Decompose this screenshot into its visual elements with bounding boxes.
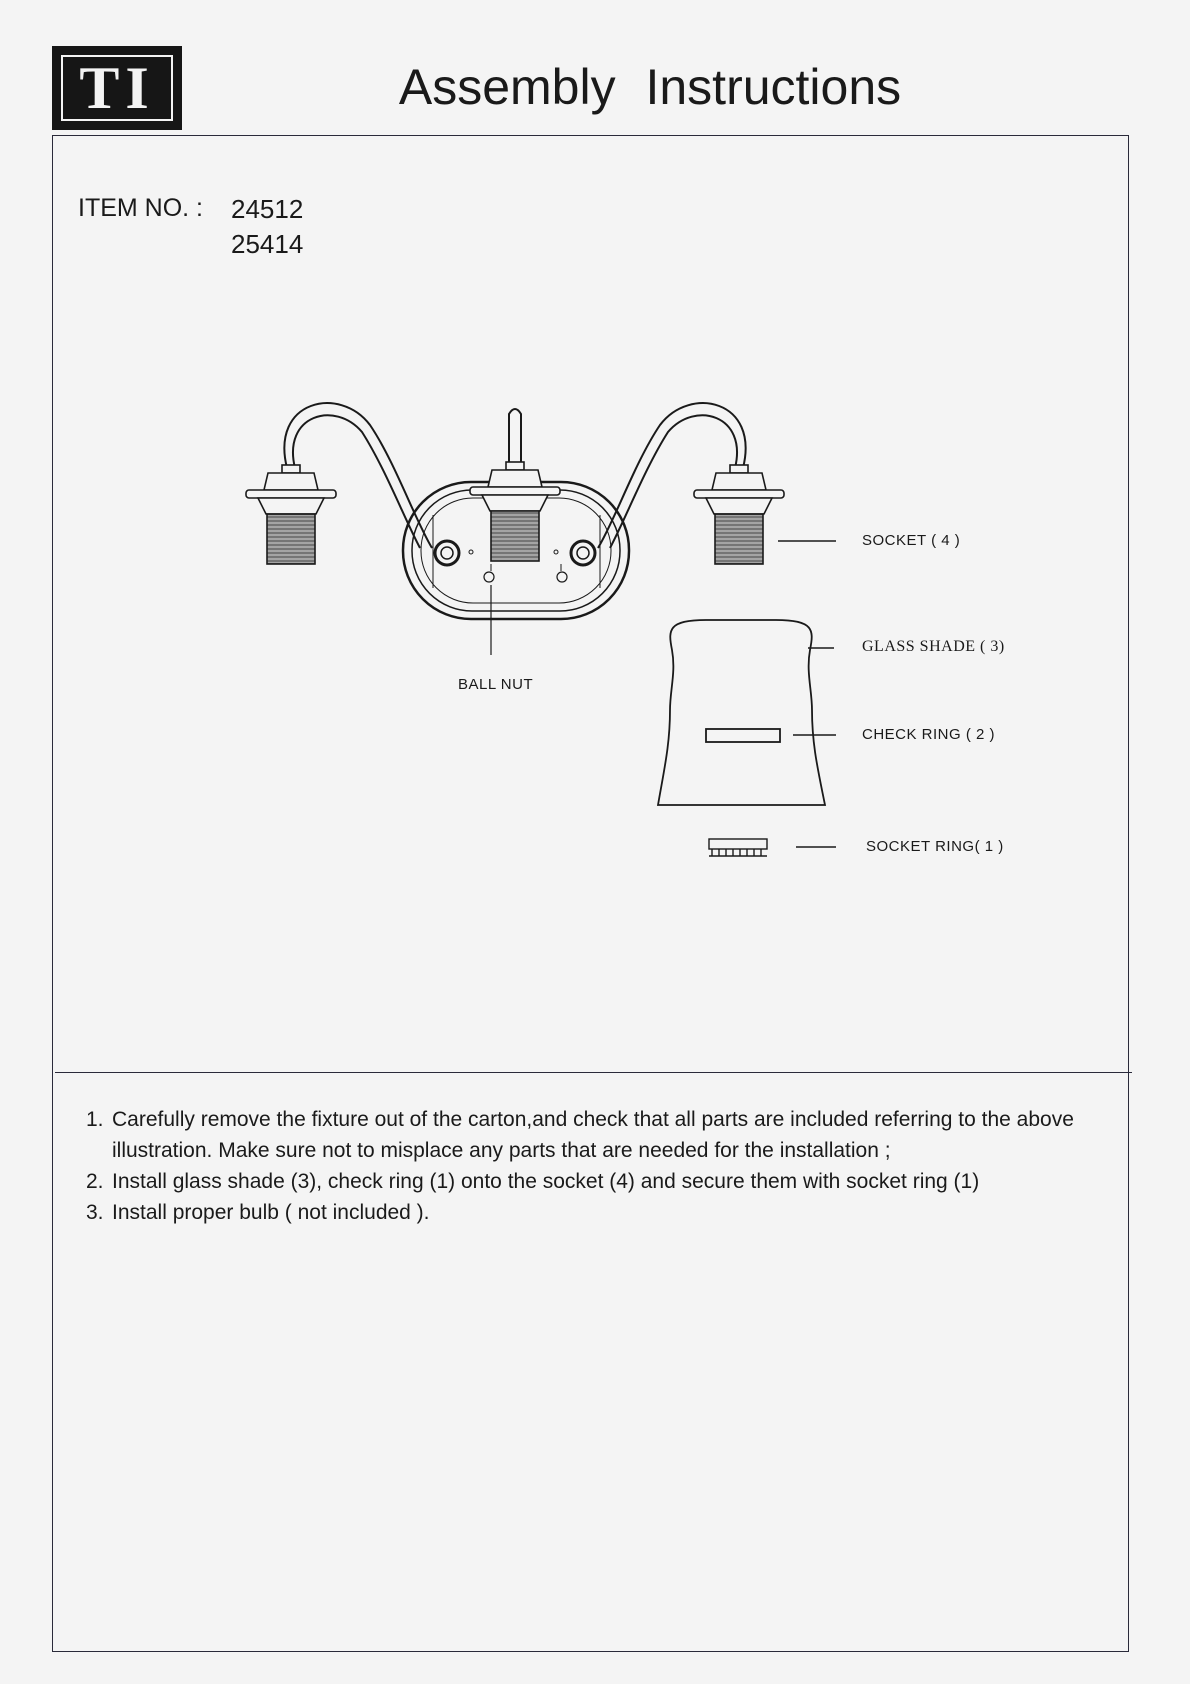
- callout-socket: SOCKET ( 4 ): [862, 532, 961, 549]
- instruction-text: Install glass shade (3), check ring (1) onto the socket (4) and secure them with socket ring (1): [112, 1170, 980, 1193]
- instruction-step: [86, 1104, 1106, 1166]
- socket-cup-center: [470, 462, 560, 561]
- callout-glass-shade: GLASS SHADE ( 3): [862, 638, 1005, 655]
- socket-cup-left: [246, 465, 336, 564]
- instruction-step: [86, 1166, 1106, 1197]
- callout-check-ring: CHECK RING ( 2 ): [862, 726, 996, 743]
- item-number-label: ITEM NO. :: [78, 194, 203, 222]
- socket-ring: [709, 839, 767, 856]
- callout-ball-nut: BALL NUT: [458, 676, 534, 693]
- callout-socket-ring: SOCKET RING( 1 ): [866, 838, 1004, 855]
- glass-shade: [658, 620, 825, 805]
- instruction-number: 3.: [86, 1201, 104, 1224]
- socket-cup-right: [694, 465, 784, 564]
- check-ring: [706, 729, 780, 742]
- item-number-2: 25414: [231, 229, 304, 259]
- instruction-number: 1.: [86, 1108, 104, 1131]
- instruction-text: Install proper bulb ( not included ).: [112, 1201, 430, 1224]
- instruction-number: 2.: [86, 1170, 104, 1193]
- instruction-step: [86, 1197, 1106, 1228]
- item-number-1: 24512: [231, 194, 304, 224]
- instructions-list: [86, 1104, 1106, 1228]
- instruction-text: Carefully remove the fixture out of the carton,and check that all parts are included referring to the above illustration. Make sure not to misplace any parts that are needed for the installation ;: [112, 1108, 1074, 1162]
- page-title: Assembly Instructions: [398, 59, 902, 115]
- brand-logo-text: TI: [79, 55, 155, 121]
- center-stem: [509, 409, 521, 468]
